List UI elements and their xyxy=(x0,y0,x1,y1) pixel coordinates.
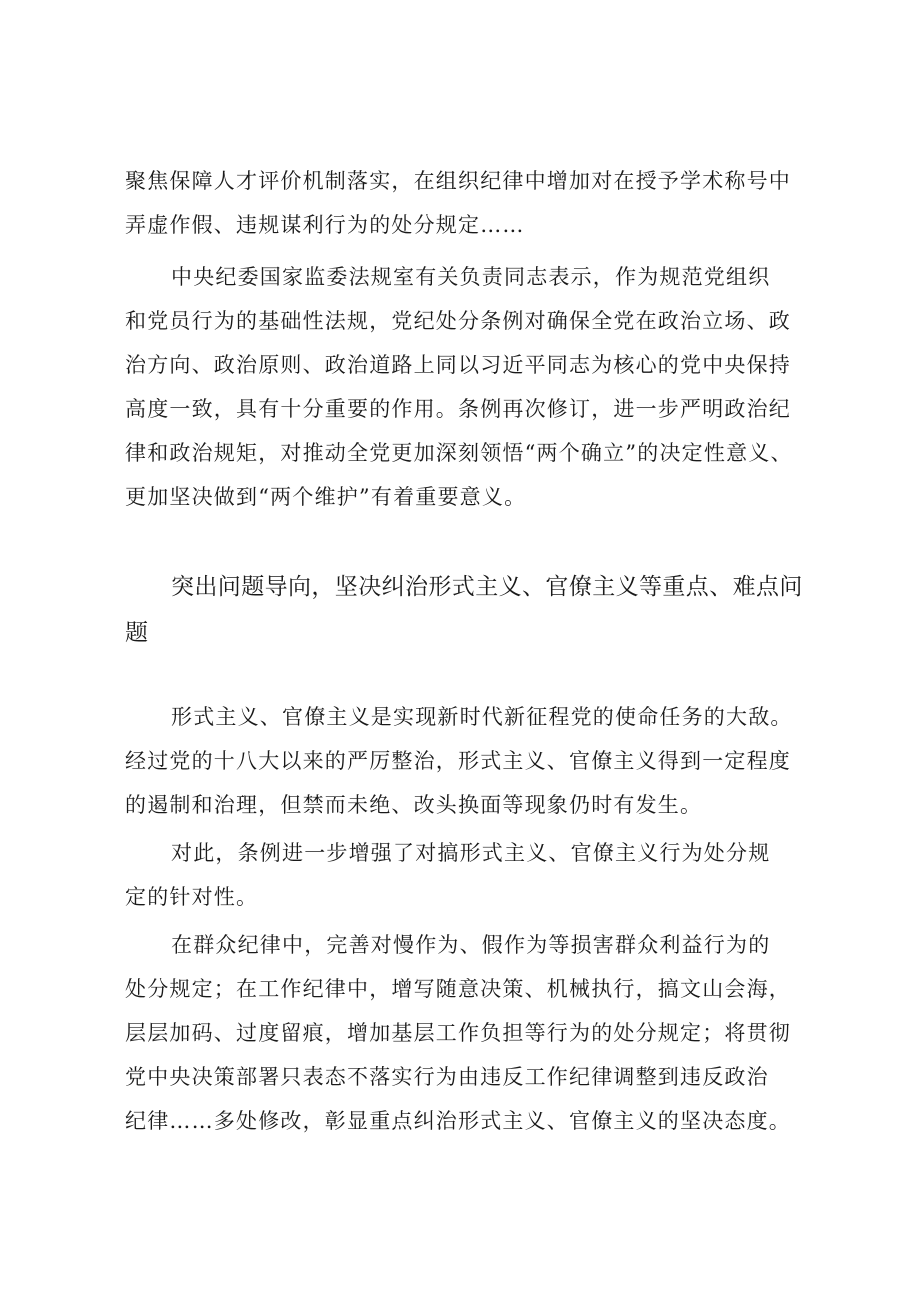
section-heading-line: 题 xyxy=(125,620,149,646)
paragraph-line: 中央纪委国家监委法规室有关负责同志表示，作为规范党组织 xyxy=(171,265,771,289)
paragraph-line: 在群众纪律中，完善对慢作为、假作为等损害群众利益行为的 xyxy=(171,933,771,957)
paragraph-line: 经过党的十八大以来的严厉整治，形式主义、官僚主义得到一定程度 xyxy=(125,749,791,773)
paragraph-line: 律和政治规矩，对推动全党更加深刻领悟“两个确立”的决定性意义、 xyxy=(125,441,793,465)
paragraph-line: 治方向、政治原则、政治道路上同以习近平同志为核心的党中央保持 xyxy=(125,353,791,377)
paragraph-line: 的遏制和治理，但禁而未绝、改头换面等现象仍时有发生。 xyxy=(125,793,703,817)
paragraph-line: 弄虚作假、违规谋利行为的处分规定…… xyxy=(125,213,525,237)
paragraph-line: 层层加码、过度留痕，增加基层工作负担等行为的处分规定；将贯彻 xyxy=(125,1021,791,1045)
paragraph-line: 高度一致，具有十分重要的作用。条例再次修订，进一步严明政治纪 xyxy=(125,397,791,421)
paragraph-line: 更加坚决做到“两个维护”有着重要意义。 xyxy=(125,485,527,509)
paragraph-line: 和党员行为的基础性法规，党纪处分条例对确保全党在政治立场、政 xyxy=(125,309,791,333)
paragraph-line: 处分规定；在工作纪律中，增写随意决策、机械执行，搞文山会海， xyxy=(125,977,791,1001)
paragraph-line: 对此，条例进一步增强了对搞形式主义、官僚主义行为处分规 xyxy=(171,841,771,865)
paragraph-line: 形式主义、官僚主义是实现新时代新征程党的使命任务的大敌。 xyxy=(171,705,793,729)
paragraph-line: 定的针对性。 xyxy=(125,885,259,909)
paragraph-line: 聚焦保障人才评价机制落实，在组织纪律中增加对在授予学术称号中 xyxy=(125,169,791,193)
section-heading-line: 突出问题导向，坚决纠治形式主义、官僚主义等重点、难点问 xyxy=(171,574,803,600)
paragraph-line: 纪律……多处修改，彰显重点纠治形式主义、官僚主义的坚决态度。 xyxy=(125,1109,791,1133)
paragraph-line: 党中央决策部署只表态不落实行为由违反工作纪律调整到违反政治 xyxy=(125,1065,769,1089)
